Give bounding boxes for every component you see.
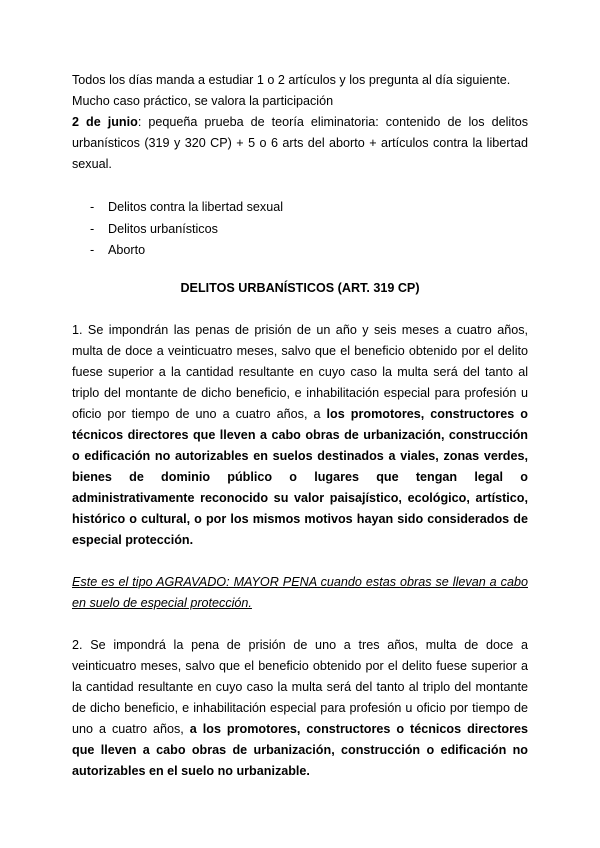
- article-paragraph-1: [72, 320, 528, 551]
- paragraph-2-bold: a los promotores, constructores o técnicos directores que lleven a cabo obras de urbanización, construcción o edificación no autorizables en el suelo no urbanizable.: [72, 721, 528, 778]
- intro-line-1: Todos los días manda a estudiar 1 o 2 artículos y los pregunta al día siguiente.: [72, 73, 511, 87]
- paragraph-1-text: 1. Se impondrán las penas de prisión de un año y seis meses a cuatro años, multa de doce a veinticuatro meses, salvo que el beneficio obtenido por el delito fuese superior a la cantidad resultante en cuyo caso la multa será del tanto al triplo del montante de dicho beneficio, e inhabilitación especial para profesión u oficio por tiempo de uno a cuatro años, a: [72, 322, 528, 421]
- exam-date-paragraph: [72, 112, 528, 175]
- exam-date-description: : pequeña prueba de teoría eliminatoria: contenido de los delitos urbanísticos (319 y 320 CP) + 5 o 6 arts del aborto + artículos contra la libertad sexual.: [72, 115, 528, 171]
- section-heading: DELITOS URBANÍSTICOS (ART. 319 CP): [180, 280, 420, 295]
- list-item: - Delitos urbanísticos: [90, 221, 218, 236]
- list-item: - Aborto: [90, 243, 146, 257]
- topics-list: [72, 197, 528, 262]
- article-paragraph-2: [72, 635, 528, 782]
- list-item: - Delitos contra la libertad sexual: [90, 200, 284, 214]
- intro-line-2: Mucho caso práctico, se valora la participación: [72, 94, 334, 108]
- aggravated-note: Este es el tipo AGRAVADO: MAYOR PENA cuando estas obras se llevan a cabo en suelo de especial protección.: [72, 574, 528, 610]
- document-page: [72, 70, 528, 782]
- paragraph-1-bold: los promotores, constructores o técnicos directores que lleven a cabo obras de urbanización, construcción o edificación no autorizables en suelos destinados a viales, zonas verdes, bienes de dominio público o lugares que tengan legal o administrativamente reconocido su valor paisajístico, ecológico, artístico, histórico o cultural, o por los mismos motivos hayan sido considerados de especial protección.: [72, 406, 528, 547]
- paragraph-2-text: 2. Se impondrá la pena de prisión de uno a tres años, multa de doce a veinticuatro meses, salvo que el beneficio obtenido por el delito fuese superior a la cantidad resultante en cuyo caso la multa será del tanto al triplo del montante de dicho beneficio, e inhabilitación especial para profesión u oficio por tiempo de uno a cuatro años,: [72, 637, 528, 736]
- exam-date: 2 de junio: [72, 115, 138, 129]
